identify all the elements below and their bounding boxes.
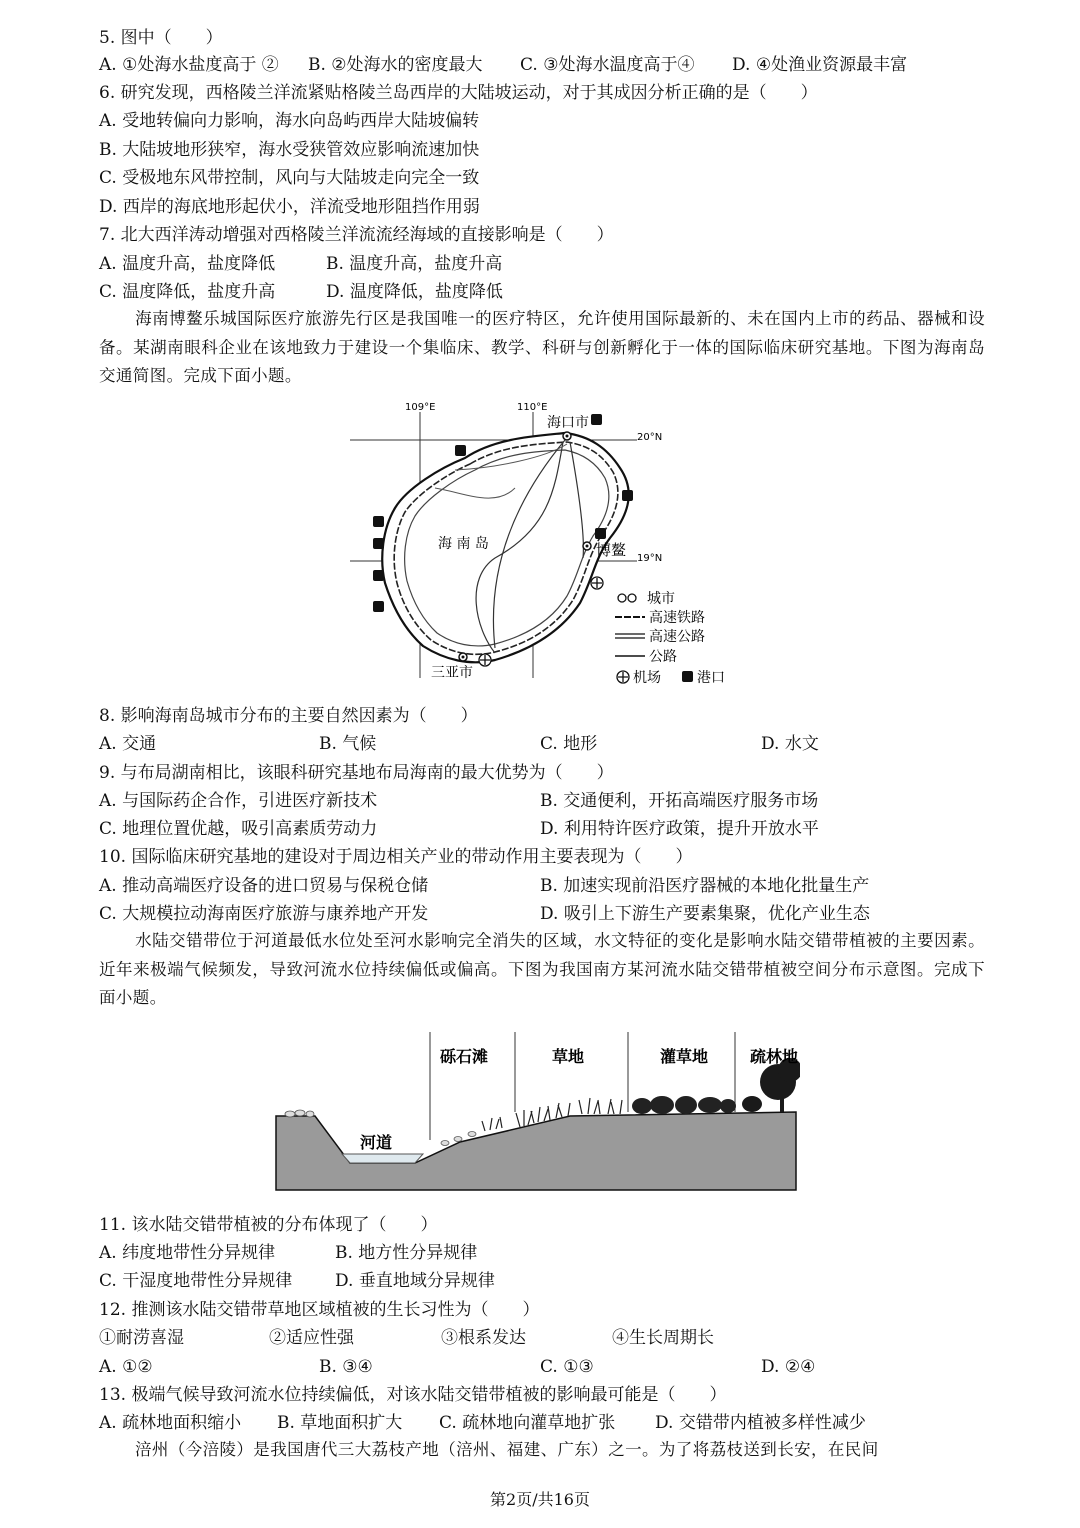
q10-option-c: C. 大规模拉动海南医疗旅游与康养地产开发 xyxy=(99,904,429,924)
q7-option-a: A. 温度升高，盐度降低 xyxy=(99,254,276,274)
q5-option-b: B. ②处海水的密度最大 xyxy=(308,55,483,75)
pebble xyxy=(285,1111,295,1117)
q12-option-b: B. ③④ xyxy=(319,1357,373,1377)
forest-vegetation xyxy=(742,1058,800,1112)
q11-stem: 11. 该水陆交错带植被的分布体现了（ ） xyxy=(99,1215,438,1235)
q10-option-d: D. 吸引上下游生产要素集聚，优化产业生态 xyxy=(540,904,870,924)
tree-trunk xyxy=(780,1092,784,1112)
pebble xyxy=(468,1132,476,1137)
pebble xyxy=(295,1110,305,1116)
q10-stem: 10. 国际临床研究基地的建设对于周边相关产业的带动作用主要表现为（ ） xyxy=(99,847,693,867)
shrub xyxy=(632,1098,652,1114)
q9-stem: 9. 与布局湖南相比，该眼科研究基地布局海南的最大优势为（ ） xyxy=(99,763,614,783)
pebble xyxy=(454,1137,462,1142)
q13-option-a: A. 疏林地面积缩小 xyxy=(99,1413,242,1433)
shrub xyxy=(675,1096,697,1114)
passage-riparian-text: 水陆交错带位于河道最低水位处至河水影响完全消失的区域，水文特征的变化是影响水陆交错带植被的主要因素。近年来极端气候频发，导致河流水位持续偏低或偏高。下图为我国南方某河流水陆交错带植被空间分布示意图。完成下面小题。 xyxy=(99,931,985,1007)
q12-option-d: D. ②④ xyxy=(761,1357,816,1377)
port-icon xyxy=(591,414,602,425)
grass-tufts xyxy=(482,1117,502,1131)
city-boao-dot xyxy=(586,545,589,548)
legend-port-icon xyxy=(682,671,693,682)
legend-port: 港口 xyxy=(697,670,725,686)
q8-option-b: B. 气候 xyxy=(319,734,377,754)
river-water xyxy=(342,1154,423,1163)
label-gravel: 砾石滩 xyxy=(440,1047,489,1066)
q6-stem: 6. 研究发现，西格陵兰洋流紧贴格陵兰岛西岸的大陆坡运动，对于其成因分析正确的是（ ） xyxy=(99,83,818,103)
q12-statement-2: ②适应性强 xyxy=(269,1328,354,1348)
island-outline xyxy=(382,433,628,662)
q5-option-a: A. ①处海水盐度高于 ② xyxy=(99,55,279,75)
q5-stem: 5. 图中（ ） xyxy=(99,28,223,48)
q11-option-a: A. 纬度地带性分异规律 xyxy=(99,1243,276,1263)
q8-option-c: C. 地形 xyxy=(540,734,598,754)
map-legend xyxy=(615,591,725,686)
q13-option-c: C. 疏林地向灌草地扩张 xyxy=(439,1413,616,1433)
port-icon xyxy=(622,490,633,501)
q6-option-d: D. 西岸的海底地形起伏小，洋流受地形阻挡作用弱 xyxy=(99,197,480,217)
passage-lychee-text: 涪州（今涪陵）是我国唐代三大荔枝产地（涪州、福建、广东）之一。为了将荔枝送到长安，在民间 xyxy=(135,1440,879,1459)
shrub xyxy=(720,1099,736,1113)
legend-city-icon xyxy=(628,594,636,602)
q12-statement-3: ③根系发达 xyxy=(441,1328,526,1348)
q7-option-c: C. 温度降低，盐度升高 xyxy=(99,282,276,302)
label-110e: 110°E xyxy=(517,402,548,413)
port-icon xyxy=(373,570,384,581)
label-19n: 19°N xyxy=(637,553,663,564)
q9-option-b: B. 交通便利，开拓高端医疗服务市场 xyxy=(540,791,819,811)
q7-option-b: B. 温度升高，盐度升高 xyxy=(326,254,503,274)
q12-statement-1: ①耐涝喜湿 xyxy=(99,1328,184,1348)
hainan-traffic-map xyxy=(345,398,745,690)
legend-highway: 高速公路 xyxy=(649,629,705,645)
q13-stem: 13. 极端气候导致河流水位持续偏低，对该水陆交错带植被的影响最可能是（ ） xyxy=(99,1385,727,1405)
q7-stem: 7. 北大西洋涛动增强对西格陵兰洋流流经海域的直接影响是（ ） xyxy=(99,225,614,245)
q7-option-d: D. 温度降低，盐度降低 xyxy=(326,282,503,302)
port-icon xyxy=(373,601,384,612)
port-icon xyxy=(595,528,606,539)
shrub-vegetation xyxy=(632,1096,736,1114)
city-haikou-dot xyxy=(566,435,569,438)
passage-lychee xyxy=(99,1436,985,1465)
label-shrub: 灌草地 xyxy=(660,1047,709,1066)
label-river: 河道 xyxy=(360,1133,393,1152)
island-label: 海 南 岛 xyxy=(438,536,489,552)
port-icon xyxy=(373,538,384,549)
q12-option-c: C. ①③ xyxy=(540,1357,594,1377)
city-boao-label: 博鳌 xyxy=(596,541,627,559)
q8-stem: 8. 影响海南岛城市分布的主要自然因素为（ ） xyxy=(99,706,478,726)
passage-hainan-text: 海南博鳌乐城国际医疗旅游先行区是我国唯一的医疗特区，允许使用国际最新的、未在国内上市的药品、器械和设备。某湖南眼科企业在该地致力于建设一个集临床、教学、科研与创新孵化于一体的国际临床研究基地。下图为海南岛交通简图。完成下面小题。 xyxy=(99,309,985,385)
label-forest: 疏林地 xyxy=(750,1047,799,1066)
q11-option-b: B. 地方性分异规律 xyxy=(335,1243,478,1263)
q12-option-a: A. ①② xyxy=(99,1357,153,1377)
legend-airport: 机场 xyxy=(633,670,661,686)
q9-option-c: C. 地理位置优越，吸引高素质劳动力 xyxy=(99,819,378,839)
q12-statement-4: ④生长周期长 xyxy=(612,1328,714,1348)
q11-option-d: D. 垂直地域分异规律 xyxy=(335,1271,495,1291)
q6-option-c: C. 受极地东风带控制，风向与大陆坡走向完全一致 xyxy=(99,168,480,188)
ground-profile xyxy=(276,1112,796,1190)
passage-riparian xyxy=(99,927,985,1013)
q6-option-b: B. 大陆坡地形狭窄，海水受狭管效应影响流速加快 xyxy=(99,140,480,160)
pebble xyxy=(441,1141,449,1146)
q5-option-d: D. ④处渔业资源最丰富 xyxy=(732,55,908,75)
q8-option-a: A. 交通 xyxy=(99,734,157,754)
q8-option-d: D. 水文 xyxy=(761,734,819,754)
q13-option-d: D. 交错带内植被多样性减少 xyxy=(655,1413,866,1433)
q11-option-c: C. 干湿度地带性分异规律 xyxy=(99,1271,293,1291)
grass-tufts xyxy=(579,1098,622,1114)
shrub xyxy=(650,1096,674,1114)
label-grass: 草地 xyxy=(552,1047,585,1066)
q12-stem: 12. 推测该水陆交错带草地区域植被的生长习性为（ ） xyxy=(99,1300,540,1320)
passage-hainan xyxy=(99,305,985,391)
legend-hsr: 高速铁路 xyxy=(649,610,705,626)
city-haikou-label: 海口市 xyxy=(547,415,589,431)
label-20n: 20°N xyxy=(637,432,663,443)
q13-option-b: B. 草地面积扩大 xyxy=(277,1413,403,1433)
riparian-profile-diagram xyxy=(270,1030,800,1194)
label-109e: 109°E xyxy=(405,402,436,413)
city-sanya-dot xyxy=(462,656,465,659)
city-sanya-label: 三亚市 xyxy=(431,665,473,681)
q5-option-c: C. ③处海水温度高于④ xyxy=(520,55,695,75)
pebble xyxy=(306,1111,314,1117)
legend-road: 公路 xyxy=(649,649,677,665)
q10-option-b: B. 加速实现前沿医疗器械的本地化批量生产 xyxy=(540,876,870,896)
q9-option-d: D. 利用特许医疗政策，提升开放水平 xyxy=(540,819,819,839)
port-icon xyxy=(455,445,466,456)
legend-city: 城市 xyxy=(647,591,675,607)
q10-option-a: A. 推动高端医疗设备的进口贸易与保税仓储 xyxy=(99,876,429,896)
port-icon xyxy=(373,516,384,527)
q9-option-a: A. 与国际药企合作，引进医疗新技术 xyxy=(99,791,378,811)
shrub xyxy=(742,1096,762,1112)
q6-option-a: A. 受地转偏向力影响，海水向岛屿西岸大陆坡偏转 xyxy=(99,111,480,131)
page-footer: 第2页/共16页 xyxy=(490,1490,590,1509)
legend-city-icon xyxy=(618,594,626,602)
shrub xyxy=(698,1097,722,1113)
